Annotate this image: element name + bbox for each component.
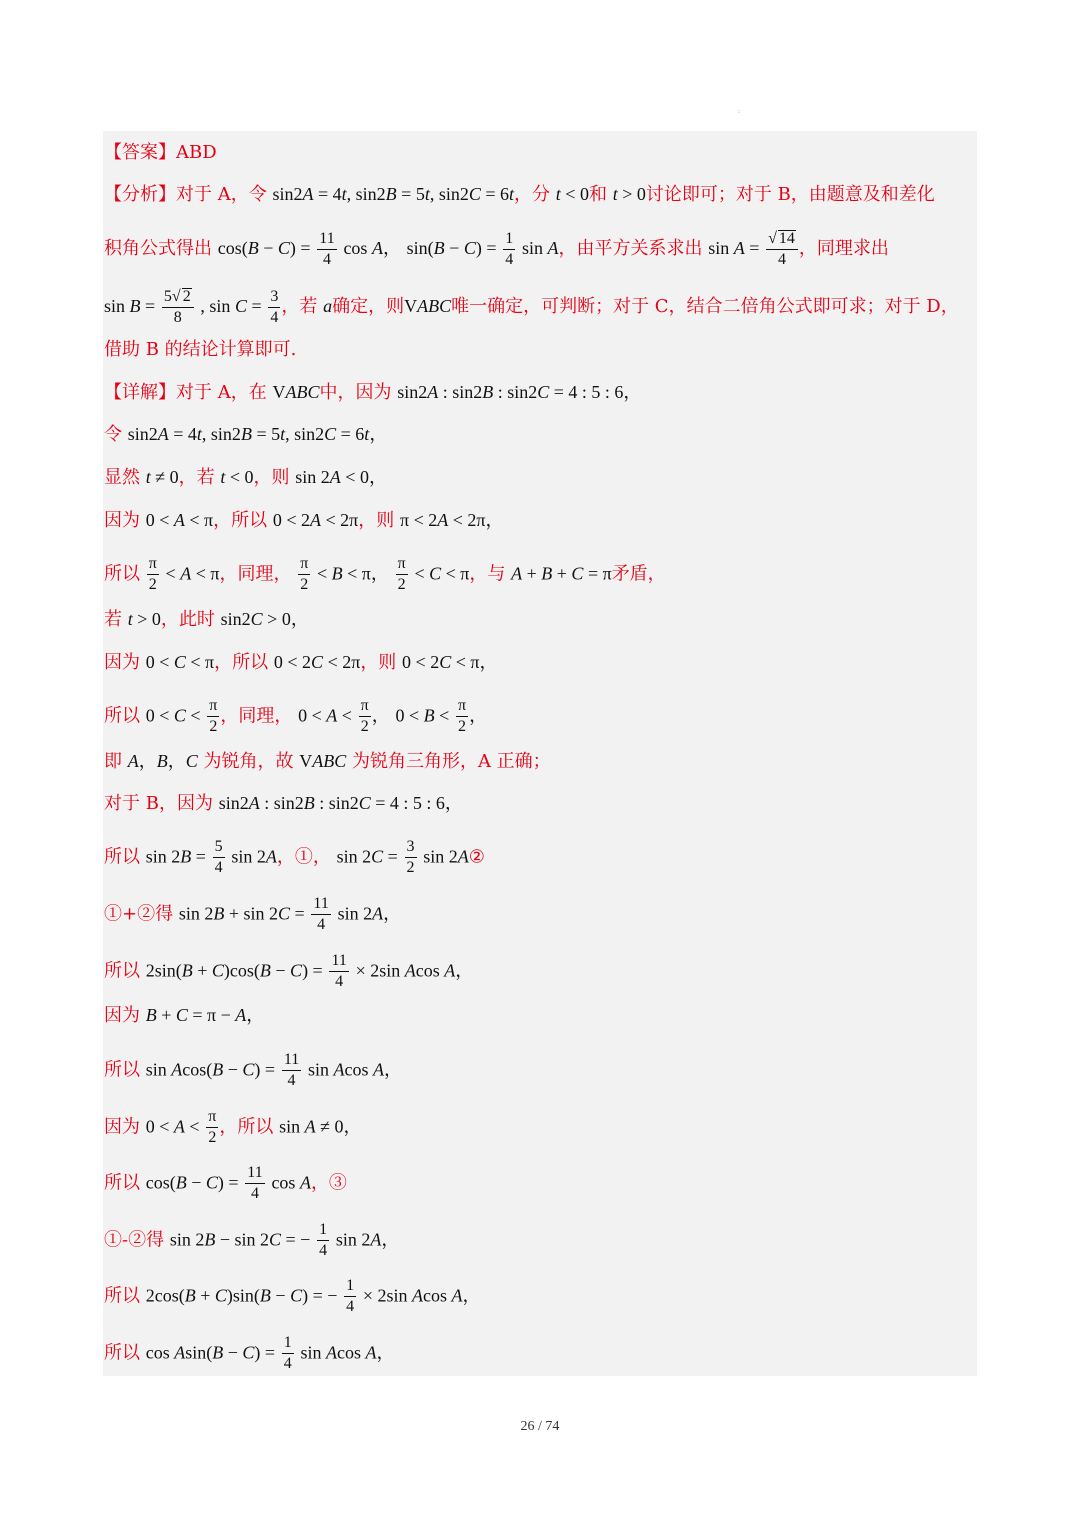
- detail-text: 所以: [104, 1172, 140, 1194]
- detail-text: ，若: [178, 467, 215, 488]
- detail-text: 因为: [104, 1005, 140, 1026]
- analysis-text: 讨论即可；对于 B，由题意及和差化: [645, 184, 935, 205]
- math-expr: sin 2A: [231, 846, 277, 867]
- detail-text: 即: [104, 751, 122, 772]
- detail-line-2: 令 sin2A = 4t, sin2B = 5t, sin2C = 6t，: [104, 424, 388, 445]
- detail-line-16: 因为 0 < A < $\frac{\pi}{2}$ ，所以 sin A ≠ 0，: [104, 1108, 362, 1146]
- math-expr: sin Acos A: [300, 1342, 377, 1363]
- fraction: $\frac{\pi}{2}$: [148, 555, 157, 593]
- detail-text: ，与: [469, 563, 506, 585]
- detail-line-10: 对于 B，因为 sin2A : sin2B : sin2C = 4 : 5 : 6，: [104, 793, 463, 814]
- fraction: $\frac{1}{4}$: [283, 1334, 292, 1372]
- detail-text: ②: [468, 846, 485, 868]
- analysis-text: 唯一确定，可判断；对于 C，结合二倍角公式即可求；对于 D，: [451, 296, 959, 317]
- header-mark: :: [738, 108, 741, 115]
- math-expr: 0 < A < π: [145, 510, 214, 530]
- detail-text: ①-②得: [104, 1229, 165, 1251]
- detail-text: 对于 A，在: [176, 382, 267, 403]
- math-expr: cos A: [343, 238, 383, 258]
- detail-line-17: [104, 1165, 976, 1202]
- math-expr: VABC: [272, 382, 320, 402]
- analysis-line-1: [104, 182, 976, 207]
- detail-text: ，同理，: [220, 705, 293, 727]
- detail-line-7: 因为 0 < C < π，所以 0 < 2C < 2π，则 0 < 2C < π，: [104, 652, 498, 673]
- math-expr: t > 0: [127, 609, 161, 629]
- detail-text: ，所以: [219, 1116, 274, 1138]
- analysis-text: ，由平方关系求出: [558, 238, 703, 259]
- math-expr: < A < π: [165, 563, 220, 584]
- math-expr: t < 0: [220, 467, 254, 487]
- answer-line: [104, 141, 976, 165]
- detail-line-15: 所以 sin Acos(B − C) = $\frac{11}{4}$ sin Acos A，: [104, 1051, 402, 1089]
- detail-text: 若: [104, 609, 122, 630]
- math-expr: sin 2B =: [145, 846, 206, 867]
- math-expr: π < 2A < 2π: [400, 510, 486, 530]
- detail-line-9: [104, 749, 976, 774]
- detail-line-4: 因为 0 < A < π，所以 0 < 2A < 2π，则 π < 2A < 2π，: [104, 510, 504, 531]
- detail-line-14: 因为 B + C = π − A，: [104, 1005, 265, 1026]
- detail-line-11: [104, 839, 976, 876]
- math-expr: 2sin(B + C)cos(B − C) =: [145, 960, 323, 981]
- math-expr: sin 2C =: [336, 846, 398, 867]
- analysis-text: 和: [588, 184, 607, 205]
- math-expr: VABC: [299, 751, 347, 771]
- math-expr: × 2sin Acos A: [362, 1285, 463, 1306]
- math-expr: cos A: [271, 1172, 311, 1193]
- detail-text: ，则: [253, 467, 290, 488]
- analysis-text: 确定，则: [332, 296, 405, 317]
- detail-line-3: 显然 t ≠ 0，若 t < 0，则 sin 2A < 0，: [104, 467, 387, 488]
- math-expr: 0 < 2C < 2π: [273, 652, 361, 672]
- detail-line-18: ①-②得 sin 2B − sin 2C = − $\frac{1}{4}$ sin 2A，: [104, 1221, 400, 1259]
- fraction: $\frac{5}{4}$: [214, 838, 223, 876]
- detail-text: ，③: [310, 1172, 347, 1194]
- math-expr: sin 2A: [337, 903, 384, 924]
- detail-text: 所以: [104, 1059, 140, 1081]
- detail-text: 所以: [104, 960, 140, 982]
- math-expr: 0 < C < π: [145, 652, 215, 672]
- fraction: $\frac{\pi}{2}$: [360, 697, 369, 735]
- math-expr: sin Acos A: [307, 1059, 384, 1080]
- math-expr: a: [323, 296, 333, 316]
- detail-text: 显然: [104, 467, 140, 488]
- detail-text: 为锐角三角形，A 正确；: [351, 751, 551, 772]
- math-expr: cos(B − C) =: [145, 1172, 239, 1193]
- math-expr: sin2A : sin2B : sin2C = 4 : 5 : 6: [218, 793, 445, 813]
- detail-text: 所以: [104, 846, 140, 868]
- math-expr: sin A =: [708, 238, 760, 258]
- detail-text: 因为: [104, 510, 140, 531]
- fraction: $\frac{11}{4}$: [319, 229, 335, 268]
- detail-tag: 【详解】: [104, 382, 176, 403]
- math-expr: , sin C =: [200, 296, 262, 316]
- detail-text: 所以: [104, 1285, 140, 1307]
- fraction: $\frac{\pi}{2}$: [397, 555, 406, 593]
- math-expr: sin A ≠ 0: [279, 1116, 344, 1137]
- math-expr: t ≠ 0: [145, 467, 179, 487]
- detail-line-20: 所以 cos Asin(B − C) = $\frac{1}{4}$ sin Acos A，: [104, 1334, 395, 1372]
- detail-text: ，所以: [213, 510, 268, 531]
- fraction: $\frac{\pi}{2}$: [209, 697, 218, 735]
- math-expr: sin 2A < 0: [295, 467, 369, 487]
- math-expr: sin2A = 4t, sin2B = 5t, sin2C = 6t: [127, 424, 370, 444]
- detail-line-5: 所以 $\frac{\pi}{2}$ < A < π，同理， $\frac{\pi}{2}$ < B < π， $\frac{\pi}{2}$ < C < π，与 A + B + C = π矛盾，: [104, 555, 666, 593]
- detail-text: 矛盾，: [611, 563, 666, 585]
- fraction: $\frac{5√ 2}{8}$: [162, 288, 194, 326]
- detail-text: 所以: [104, 705, 140, 727]
- detail-line-13: 所以 2sin(B + C)cos(B − C) = $\frac{11}{4}$ × 2sin Acos A，: [104, 952, 474, 990]
- math-expr: 0 < A <: [298, 705, 352, 726]
- detail-text: 中，因为: [319, 382, 392, 403]
- math-expr: VABC: [404, 296, 452, 316]
- math-expr: A + B + C = π: [511, 563, 612, 584]
- detail-line-1: 【详解】对于 A，在 VABC中，因为 sin2A : sin2B : sin2C = 4 : 5 : 6，: [104, 382, 642, 403]
- analysis-line-2: 积角公式得出 cos(B − C) = $\frac{11}{4}$ cos A， sin(B − C) = $\frac{1}{4}$ sin A，由平方关系求出 sin A = $\frac{√ 14}{4}$ ，同理求出: [104, 229, 889, 268]
- math-expr: 0 < 2A < 2π: [272, 510, 359, 530]
- math-expr: cos(B − C) =: [217, 238, 311, 258]
- math-expr: sin2A : sin2B : sin2C = 4 : 5 : 6: [397, 382, 624, 402]
- detail-text: 对于 B，因为: [104, 793, 213, 814]
- detail-text: 令: [104, 424, 122, 445]
- math-expr: A，B，C: [127, 751, 198, 771]
- math-expr: sin A: [521, 238, 559, 258]
- analysis-text: 对于 A，令: [176, 184, 267, 205]
- detail-text: 所以: [104, 1342, 140, 1364]
- math-expr: sin 2A: [423, 846, 469, 867]
- math-expr: sin Acos(B − C) =: [145, 1059, 276, 1080]
- fraction: $\frac{1}{4}$: [346, 1277, 355, 1315]
- detail-text: ，此时: [160, 609, 215, 630]
- analysis-line-3: [104, 288, 976, 326]
- detail-line-12: ①+②得 sin 2B + sin 2C = $\frac{11}{4}$ sin 2A，: [104, 895, 402, 933]
- math-expr: sin2C > 0: [220, 609, 291, 629]
- math-expr: sin2A = 4t, sin2B = 5t, sin2C = 6t: [272, 184, 515, 204]
- analysis-text: 积角公式得出: [104, 238, 212, 259]
- fraction: $\frac{\pi}{2}$: [300, 555, 309, 593]
- analysis-text: 借助 B 的结论计算即可.: [104, 339, 297, 360]
- math-expr: sin 2B − sin 2C = −: [169, 1229, 311, 1250]
- detail-line-6: 若 t > 0，此时 sin2C > 0，: [104, 609, 309, 630]
- math-expr: 0 < B <: [395, 705, 450, 726]
- analysis-text: ，分: [514, 184, 551, 205]
- detail-text: ，所以: [214, 652, 269, 673]
- fraction: $\frac{11}{4}$: [283, 1051, 300, 1089]
- detail-line-19: 所以 2cos(B + C)sin(B − C) = − $\frac{1}{4}$ × 2sin Acos A，: [104, 1277, 481, 1315]
- fraction: $\frac{11}{4}$: [247, 1164, 263, 1202]
- math-expr: sin B =: [104, 296, 156, 316]
- fraction: $\frac{1}{4}$: [505, 229, 514, 268]
- detail-text: 为锐角，故: [203, 751, 294, 772]
- detail-text: ，则: [360, 652, 397, 673]
- detail-text: 因为: [104, 1116, 140, 1138]
- fraction: $\frac{√ 14}{4}$: [766, 230, 798, 268]
- math-expr: cos Asin(B − C) =: [145, 1342, 276, 1363]
- detail-text: ，则: [358, 510, 395, 531]
- math-expr: × 2sin Acos A: [355, 960, 456, 981]
- analysis-line-4: [104, 338, 976, 362]
- math-expr: < B < π: [317, 563, 371, 584]
- fraction: $\frac{11}{4}$: [313, 895, 329, 933]
- fraction: $\frac{1}{4}$: [319, 1221, 328, 1259]
- page-number: 26 / 74: [520, 1419, 560, 1434]
- fraction: $\frac{11}{4}$: [331, 952, 347, 990]
- math-expr: 0 < C <: [145, 705, 201, 726]
- detail-text: ①+②得: [104, 903, 174, 925]
- fraction: $\frac{\pi}{2}$: [208, 1108, 217, 1146]
- math-expr: B + C = π − A: [145, 1005, 247, 1025]
- answer-label: 【答案】ABD: [104, 142, 217, 163]
- math-expr: 0 < 2C < π: [402, 652, 480, 672]
- math-expr: 0 < A <: [145, 1116, 200, 1137]
- fraction: $\frac{3}{4}$: [270, 287, 279, 326]
- fraction: $\frac{3}{2}$: [406, 838, 415, 876]
- analysis-tag: 【分析】: [104, 184, 176, 205]
- detail-text: ，①，: [276, 846, 331, 868]
- analysis-text: ，同理求出: [798, 238, 889, 259]
- math-expr: sin 2B + sin 2C =: [178, 903, 305, 924]
- math-expr: sin 2A: [335, 1229, 382, 1250]
- math-expr: t > 0: [612, 184, 646, 204]
- detail-text: 所以: [104, 563, 140, 585]
- detail-text: ，同理，: [219, 563, 292, 585]
- analysis-text: ，若: [281, 296, 318, 317]
- detail-text: 因为: [104, 652, 140, 673]
- math-expr: sin(B − C) =: [406, 238, 497, 258]
- math-expr: 2cos(B + C)sin(B − C) = −: [145, 1285, 338, 1306]
- fraction: $\frac{\pi}{2}$: [458, 697, 467, 735]
- math-expr: < C < π: [414, 563, 470, 584]
- math-expr: t < 0: [555, 184, 589, 204]
- detail-line-8: 所以 0 < C < $\frac{\pi}{2}$ ，同理， 0 < A < $\frac{\pi}{2}$ ， 0 < B < $\frac{\pi}{2}$ ，: [104, 697, 488, 735]
